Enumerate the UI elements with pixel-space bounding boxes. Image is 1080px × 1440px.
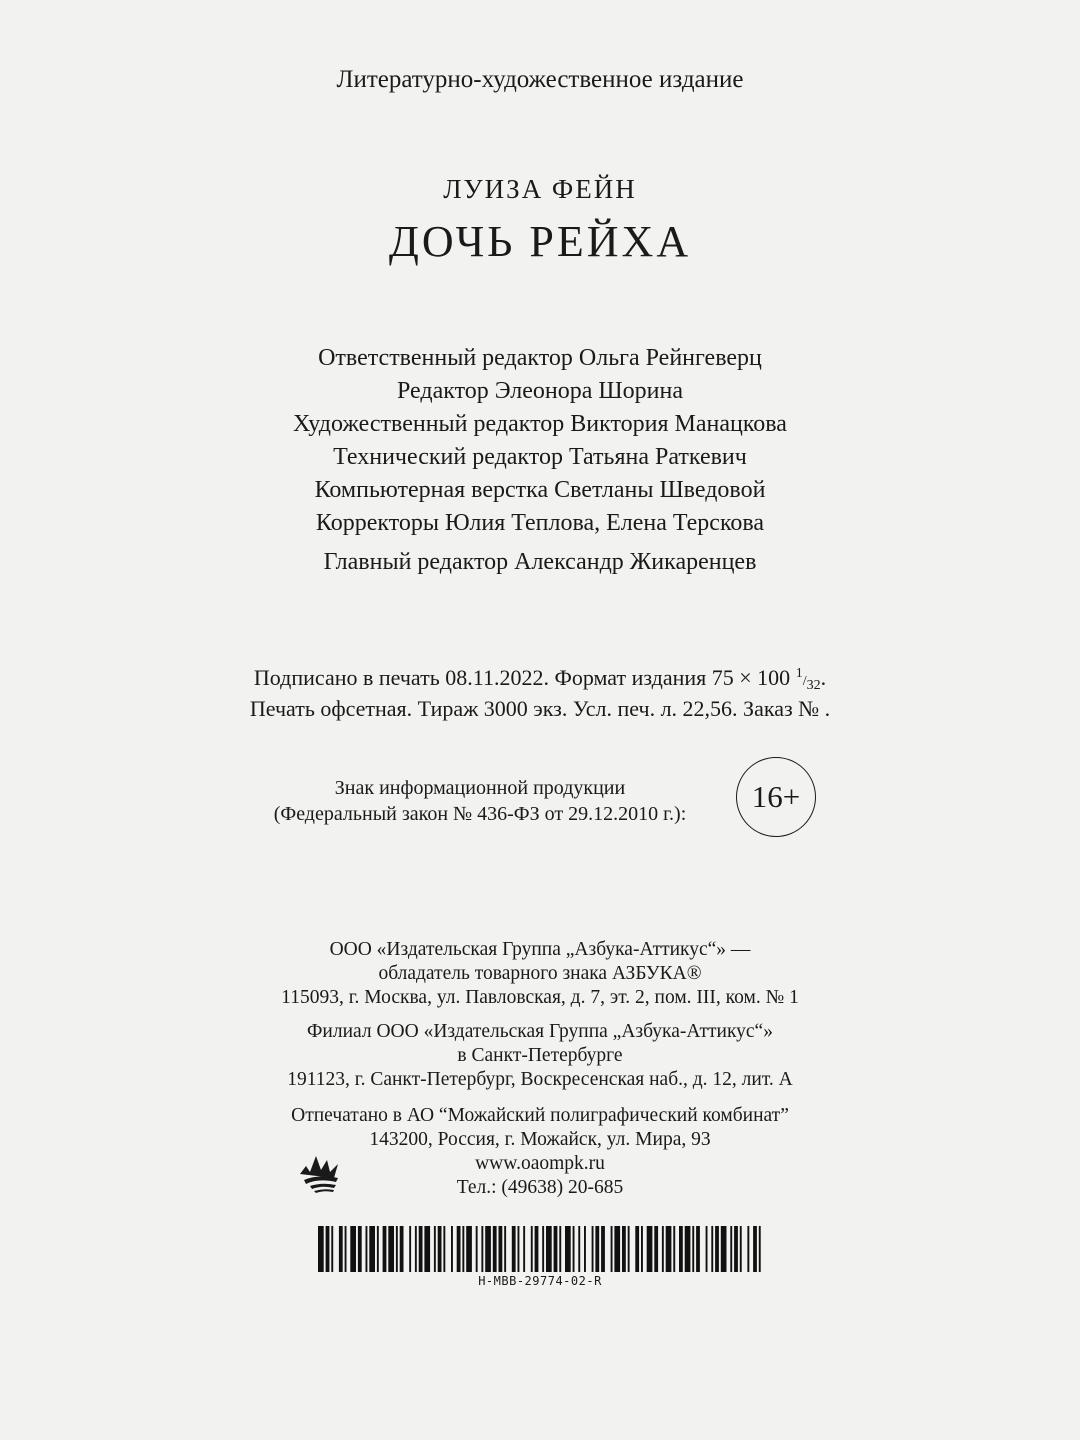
barcode-bar <box>419 1226 423 1272</box>
barcode-bar <box>434 1226 436 1272</box>
barcode-bar <box>747 1226 749 1272</box>
barcode-bar <box>734 1226 738 1272</box>
barcode-bar <box>476 1226 478 1272</box>
barcode-bar <box>685 1226 691 1272</box>
barcode-bar <box>409 1226 411 1272</box>
barcode-bar <box>377 1226 379 1272</box>
barcode-bar <box>369 1226 375 1272</box>
barcode-bar <box>339 1226 343 1272</box>
branch-block <box>0 1020 1080 1092</box>
publisher-block <box>0 938 1080 1010</box>
barcode-bar <box>614 1226 620 1272</box>
barcode-bar <box>504 1226 506 1272</box>
barcode-bar <box>466 1226 472 1272</box>
barcode-bar <box>692 1226 694 1272</box>
barcode-bar <box>601 1226 605 1272</box>
barcode-bar <box>740 1226 742 1272</box>
age-rating-label: 16+ <box>751 779 801 814</box>
barcode-bar <box>611 1226 613 1272</box>
barcode-bar <box>350 1226 356 1272</box>
format-denominator: 32 <box>806 678 821 693</box>
printer-line: 143200, Россия, г. Можайск, ул. Мира, 93 <box>369 1129 711 1150</box>
print-info <box>0 664 1080 722</box>
barcode-bar <box>331 1226 333 1272</box>
publisher-line: 115093, г. Москва, ул. Павловская, д. 7, эт. 2, пом. III, ком. № 1 <box>281 987 799 1008</box>
barcode-bar <box>451 1226 453 1272</box>
barcode-bar <box>542 1226 544 1272</box>
credit-line: Технический редактор Татьяна Раткевич <box>333 444 747 470</box>
barcode-bar <box>438 1226 442 1272</box>
book-title: ДОЧЬ РЕЙХА <box>388 217 692 266</box>
barcode-number: H-MBB-29774-02-R <box>478 1274 602 1288</box>
print-info-prefix: Подписано в печать 08.11.2022. Формат издания 75 × 100 <box>253 665 791 690</box>
barcode-bar <box>443 1226 445 1272</box>
barcode <box>318 1226 762 1272</box>
print-info-line-2: Печать офсетная. Тираж 3000 экз. Усл. печ. л. 22,56. Заказ № . <box>249 696 831 721</box>
barcode-bar <box>715 1226 719 1272</box>
branch-line: Филиал ООО «Издательская Группа „Азбука-Аттикус“» <box>307 1021 773 1042</box>
branch-line: в Санкт-Петербурге <box>457 1045 623 1066</box>
barcode-bar <box>554 1226 558 1272</box>
barcode-bar <box>595 1226 599 1272</box>
barcode-bar <box>662 1226 664 1272</box>
barcode-bar <box>753 1226 757 1272</box>
barcode-bar <box>318 1226 324 1272</box>
barcode-bar <box>366 1226 368 1272</box>
printer-block <box>0 1104 1080 1200</box>
barcode-bar <box>326 1226 330 1272</box>
format-numerator: 1 <box>795 666 803 681</box>
barcode-bar <box>531 1226 533 1272</box>
print-info-suffix: . <box>820 665 827 690</box>
barcode-bar <box>518 1226 520 1272</box>
barcode-bar <box>628 1226 630 1272</box>
barcode-bar <box>622 1226 626 1272</box>
info-sign-line-1: Знак информационной продукции <box>334 777 626 799</box>
barcode-bar <box>759 1226 761 1272</box>
credit-line: Художественный редактор Виктория Манацкова <box>293 411 787 437</box>
barcode-bar <box>523 1226 525 1272</box>
format-separator: / <box>802 674 807 689</box>
barcode-bar <box>565 1226 571 1272</box>
printer-logo-icon <box>296 1148 344 1196</box>
barcode-bar <box>721 1226 727 1272</box>
barcode-bar <box>730 1226 732 1272</box>
author-name: ЛУИЗА ФЕЙН <box>443 174 637 204</box>
barcode-bar <box>415 1226 417 1272</box>
barcode-bar <box>499 1226 503 1272</box>
info-sign-line-2: (Федеральный закон № 436-ФЗ от 29.12.2010 г.): <box>273 803 687 825</box>
barcode-bar <box>462 1226 464 1272</box>
barcode-bar <box>706 1226 708 1272</box>
barcode-bar <box>578 1226 580 1272</box>
barcode-bar <box>485 1226 491 1272</box>
credit-line: Компьютерная верстка Светланы Шведовой <box>314 477 766 503</box>
barcode-bar <box>641 1226 643 1272</box>
barcode-bar <box>696 1226 700 1272</box>
credit-line: Редактор Элеонора Шорина <box>397 378 683 404</box>
barcode-bar <box>396 1226 398 1272</box>
age-rating-badge <box>736 757 816 837</box>
barcode-bar <box>635 1226 639 1272</box>
barcode-bar <box>666 1226 672 1272</box>
barcode-bar <box>546 1226 552 1272</box>
barcode-bar <box>493 1226 497 1272</box>
credit-line: Ответственный редактор Ольга Рейнгеверц <box>318 345 762 371</box>
branch-line: 191123, г. Санкт-Петербург, Воскресенская наб., д. 12, лит. А <box>287 1069 793 1090</box>
credit-line: Корректоры Юлия Теплова, Елена Терскова <box>315 510 765 536</box>
barcode-bar <box>358 1226 362 1272</box>
barcode-bar <box>592 1226 594 1272</box>
barcode-bar <box>647 1226 653 1272</box>
barcode-bar <box>535 1226 539 1272</box>
barcode-bar <box>424 1226 430 1272</box>
print-info-line-1 <box>0 664 1080 695</box>
credits-block <box>0 342 1080 540</box>
barcode-bar <box>481 1226 483 1272</box>
barcode-bar <box>673 1226 675 1272</box>
barcode-bar <box>679 1226 683 1272</box>
barcode-bar <box>584 1226 586 1272</box>
publisher-line: ООО «Издательская Группа „Азбука-Аттикус“» — <box>329 939 751 960</box>
format-fraction <box>796 666 821 693</box>
barcode-bar <box>388 1226 394 1272</box>
barcode-bar <box>711 1226 713 1272</box>
barcode-bar <box>383 1226 387 1272</box>
barcode-bar <box>654 1226 658 1272</box>
barcode-bar <box>400 1226 404 1272</box>
chief-editor: Главный редактор Александр Жикаренцев <box>323 549 757 575</box>
barcode-bar <box>559 1226 561 1272</box>
printer-line: www.oaompk.ru <box>475 1153 605 1174</box>
info-sign-text <box>240 775 720 827</box>
printer-line: Тел.: (49638) 20-685 <box>456 1177 624 1198</box>
barcode-bar <box>345 1226 347 1272</box>
barcode-bar <box>512 1226 516 1272</box>
edition-type: Литературно-художественное издание <box>336 66 744 93</box>
barcode-bar <box>573 1226 575 1272</box>
barcode-bar <box>457 1226 461 1272</box>
printer-line: Отпечатано в АО “Можайский полиграфический комбинат” <box>291 1105 789 1126</box>
publisher-line: обладатель товарного знака АЗБУКА® <box>378 963 702 984</box>
